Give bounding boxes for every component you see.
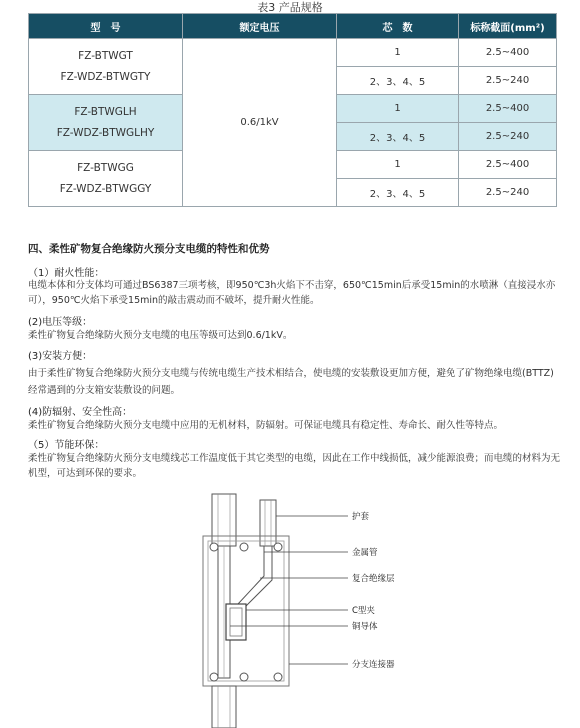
model-name: FZ-BTWGG <box>77 161 134 174</box>
section-cell: 2.5~400 <box>459 39 557 67</box>
model-name: FZ-WDZ-BTWGGY <box>59 182 152 195</box>
model-name: FZ-WDZ-BTWGTY <box>60 70 151 83</box>
item-text-fire: 电缆本体和分支体均可通过BS6387三项考核，即950℃3h火焰下不击穿，650℃15min后承受15min的水喷淋（直接浸水亦可），950℃火焰下承受15min的敲击震动而不破坏，提升耐火性能。 <box>28 280 556 306</box>
cores-cell: 2、3、4、5 <box>337 67 459 95</box>
table-caption: 表3 产品规格 <box>257 1 323 14</box>
label-branch-connector: 分支连接器 <box>352 660 395 670</box>
section-cell: 2.5~240 <box>459 67 557 95</box>
model-cell <box>29 95 183 151</box>
section-title: 四、柔性矿物复合绝缘防火预分支电缆的特性和优势 <box>28 243 270 255</box>
item-heading-fire: （1）耐火性能： <box>28 268 105 279</box>
item-heading-eco: （5）节能环保： <box>28 440 105 451</box>
header-section: 标称截面(mm²) <box>459 14 557 39</box>
label-sheath: 护套 <box>352 512 370 522</box>
table-row <box>29 39 557 67</box>
item-text-voltage: 柔性矿物复合绝缘防火预分支电缆的电压等级可达到0.6/1kV。 <box>28 330 293 341</box>
section-cell: 2.5~400 <box>459 95 557 123</box>
label-composite-insulation: 复合绝缘层 <box>352 574 395 584</box>
cores-cell: 1 <box>337 39 459 67</box>
label-c-clamp: C型夹 <box>352 606 375 616</box>
label-metal-tube: 金属管 <box>352 548 378 558</box>
section-cell: 2.5~400 <box>459 151 557 179</box>
table-header-row <box>29 14 557 39</box>
header-voltage: 额定电压 <box>183 14 337 39</box>
model-name: FZ-BTWGT <box>78 49 133 62</box>
model-name: FZ-WDZ-BTWGLHY <box>56 126 155 139</box>
cores-cell: 2、3、4、5 <box>337 123 459 151</box>
label-copper-conductor: 铜导体 <box>352 622 378 632</box>
item-text-eco: 柔性矿物复合绝缘防火预分支电缆线芯工作温度低于其它类型的电缆，因此在工作中线损低，减少能源浪费；而电缆的材料为无机型，可达到环保的要求。 <box>28 453 561 479</box>
model-cell <box>29 151 183 207</box>
section-cell: 2.5~240 <box>459 179 557 207</box>
header-cores: 芯 数 <box>337 14 459 39</box>
item-text-install: 由于柔性矿物复合绝缘防火预分支电缆与传统电缆生产技术相结合，使电缆的安装敷设更加方便，避免了矿物绝缘电缆(BTTZ)经常遇到的分支箱安装敷设的问题。 <box>28 368 554 396</box>
item-heading-voltage: (2)电压等级： <box>28 317 93 328</box>
cores-cell: 2、3、4、5 <box>337 179 459 207</box>
cores-cell: 1 <box>337 151 459 179</box>
header-model: 型 号 <box>29 14 183 39</box>
voltage-cell: 0.6/1kV <box>183 39 337 207</box>
item-heading-radiation: (4)防辐射、安全性高： <box>28 407 133 418</box>
model-cell <box>29 39 183 95</box>
model-name: FZ-BTWGLH <box>74 105 137 118</box>
cable-structure-diagram <box>190 492 360 728</box>
spec-table <box>28 13 557 207</box>
cores-cell: 1 <box>337 95 459 123</box>
section-cell: 2.5~240 <box>459 123 557 151</box>
item-heading-install: (3)安装方便： <box>28 351 93 362</box>
item-text-radiation: 柔性矿物复合绝缘防火预分支电缆中应用的无机材料，防辐射。可保证电缆具有稳定性、寿命长、耐久性等特点。 <box>28 420 504 431</box>
